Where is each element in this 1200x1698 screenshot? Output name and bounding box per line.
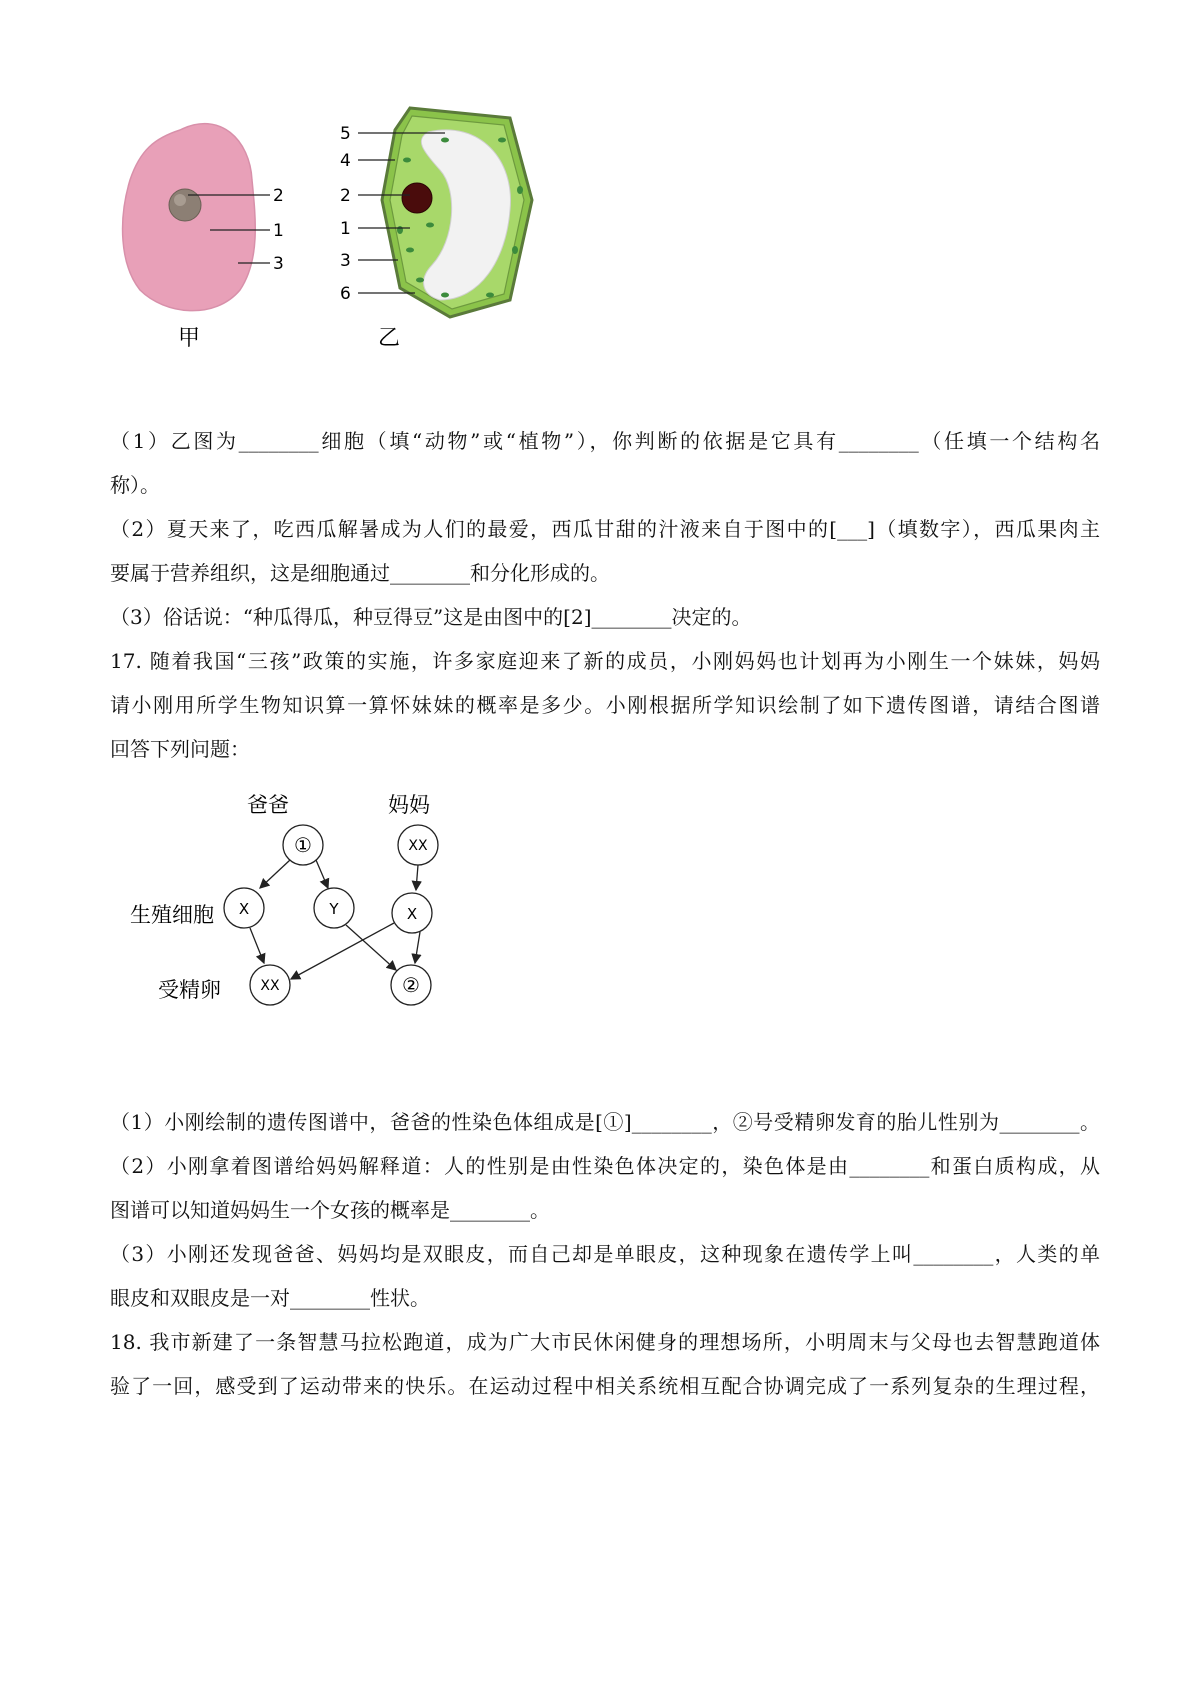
q16-p2-line1: （2）夏天来了，吃西瓜解暑成为人们的最爱，西瓜甘甜的汁液来自于图中的[___]（填数字），西瓜果肉主	[110, 517, 1100, 541]
q17-p3-line2: 眼皮和双眼皮是一对________性状。	[110, 1286, 430, 1310]
gametes-row-label: 生殖细胞	[130, 903, 214, 927]
plant-nucleus	[402, 183, 432, 213]
q16-p1-line1: （1）乙图为________细胞（填“动物”或“植物”），你判断的依据是它具有________（任填一个结构名	[110, 429, 1100, 453]
animal-label-1: 1	[273, 221, 284, 241]
q16-p3: （3）俗话说：“种瓜得瓜，种豆得豆”这是由图中的[2]________决定的。	[110, 605, 752, 629]
q18-stem-line2: 验了一回，感受到了运动带来的快乐。在运动过程中相关系统相互配合协调完成了一系列复杂的生理过程，	[110, 1374, 1100, 1398]
plant-label-4: 4	[340, 151, 351, 171]
q17-p3-line1: （3）小刚还发现爸爸、妈妈均是双眼皮，而自己却是单眼皮，这种现象在遗传学上叫________，人类的单	[110, 1242, 1100, 1266]
sperm-x-node: X	[238, 900, 250, 918]
q17-p2-line2: 图谱可以知道妈妈生一个女孩的概率是________。	[110, 1198, 550, 1222]
father-label: 爸爸	[247, 793, 289, 817]
plant-label-1: 1	[340, 219, 351, 239]
egg-x-node: X	[406, 905, 418, 923]
q17-stem-line1: 17. 随着我国“三孩”政策的实施，许多家庭迎来了新的成员，小刚妈妈也计划再为小刚生一个妹妹，妈妈	[110, 649, 1100, 673]
zygotes-row-label: 受精卵	[158, 978, 221, 1002]
sperm-y-node: Y	[329, 900, 339, 918]
animal-label-2: 2	[273, 186, 284, 206]
plant-label-3: 3	[340, 251, 351, 271]
cell-figure	[110, 100, 570, 370]
animal-cell-nucleus	[169, 189, 201, 221]
animal-caption: 甲	[178, 326, 201, 351]
plant-label-5: 5	[340, 124, 351, 144]
animal-label-3: 3	[273, 254, 284, 274]
q17-stem-line2: 请小刚用所学生物知识算一算怀妹妹的概率是多少。小刚根据所学知识绘制了如下遗传图谱，请结合图谱	[110, 693, 1100, 717]
q17-stem-line3: 回答下列问题：	[110, 737, 250, 761]
zygote-xx-node: XX	[260, 978, 280, 994]
q17-p1: （1）小刚绘制的遗传图谱中，爸爸的性染色体组成是[①]________，②号受精卵发育的胎儿性别为________。	[110, 1110, 1100, 1134]
mother-label: 妈妈	[388, 793, 430, 817]
plant-label-2: 2	[340, 186, 351, 206]
q18-stem-line1: 18. 我市新建了一条智慧马拉松跑道，成为广大市民休闲健身的理想场所，小明周末与父母也去智慧跑道体	[110, 1330, 1100, 1354]
q16-p2-line2: 要属于营养组织，这是细胞通过________和分化形成的。	[110, 561, 610, 585]
father-node: ①	[294, 833, 312, 857]
zygote-2-node: ②	[402, 973, 420, 997]
q17-p2-line1: （2）小刚拿着图谱给妈妈解释道：人的性别是由性染色体决定的，染色体是由________和蛋白质构成，从	[110, 1154, 1100, 1178]
mother-node: XX	[408, 838, 428, 854]
plant-caption: 乙	[378, 326, 401, 351]
q16-p1-line2: 称）。	[110, 473, 160, 497]
inheritance-diagram	[120, 780, 480, 1020]
plant-label-6: 6	[340, 284, 351, 304]
